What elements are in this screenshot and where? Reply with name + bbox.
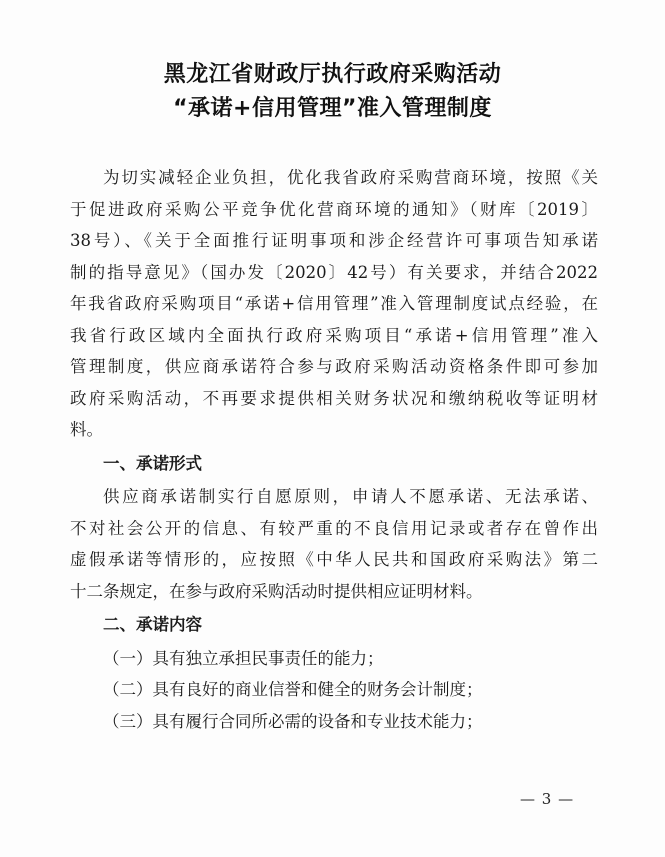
document-title-line-1: 黑龙江省财政厅执行政府采购活动 (163, 62, 502, 87)
list-item: （一）具有独立承担民事责任的能力； (103, 648, 384, 668)
list-item: （二）具有良好的商业信誉和健全的财务会计制度； (103, 680, 483, 699)
section1-line-2: 不对社会公开的信息、有较严重的不良信用记录或者存在曾作出 (70, 518, 598, 538)
section1-line-1: 供应商承诺制实行自愿原则，申请人不愿承诺、无法承诺、 (103, 487, 598, 506)
intro-line-7: 管理制度，供应商承诺符合参与政府采购活动资格条件即可参加 (70, 357, 598, 376)
intro-line-8: 政府采购活动，不再要求提供相关财务状况和缴纳税收等证明材 (70, 388, 598, 408)
intro-line-4: 制的指导意见》（国办发〔2020〕42号）有关要求，并结合2022 (70, 262, 598, 282)
document-title-line-2: “承诺+信用管理”准入管理制度 (173, 96, 492, 121)
intro-line-5: 年我省政府采购项目“承诺+信用管理”准入管理制度试点经验，在 (70, 294, 598, 313)
intro-line-9: 料。 (70, 420, 103, 439)
intro-line-6: 我省行政区域内全面执行政府采购项目“承诺+信用管理”准入 (70, 325, 598, 345)
page-number: — 3 — (520, 790, 575, 808)
section1-line-4: 十二条规定，在参与政府采购活动时提供相应证明材料。 (70, 581, 483, 601)
intro-line-2: 于促进政府采购公平竞争优化营商环境的通知》（财库〔2019〕 (70, 199, 598, 219)
section-heading-commitment-content: 二、承诺内容 (103, 615, 202, 634)
intro-line-1: 为切实减轻企业负担，优化我省政府采购营商环境，按照《关 (103, 168, 598, 187)
section-heading-commitment-form: 一、承诺形式 (103, 453, 202, 473)
list-item: （三）具有履行合同所必需的设备和专业技术能力； (103, 711, 483, 731)
intro-line-3: 38号）、《关于全面推行证明事项和涉企经营许可事项告知承诺 (70, 231, 598, 250)
document-body (70, 162, 598, 737)
section1-line-3: 虚假承诺等情形的，应按照《中华人民共和国政府采购法》第二 (70, 550, 598, 569)
